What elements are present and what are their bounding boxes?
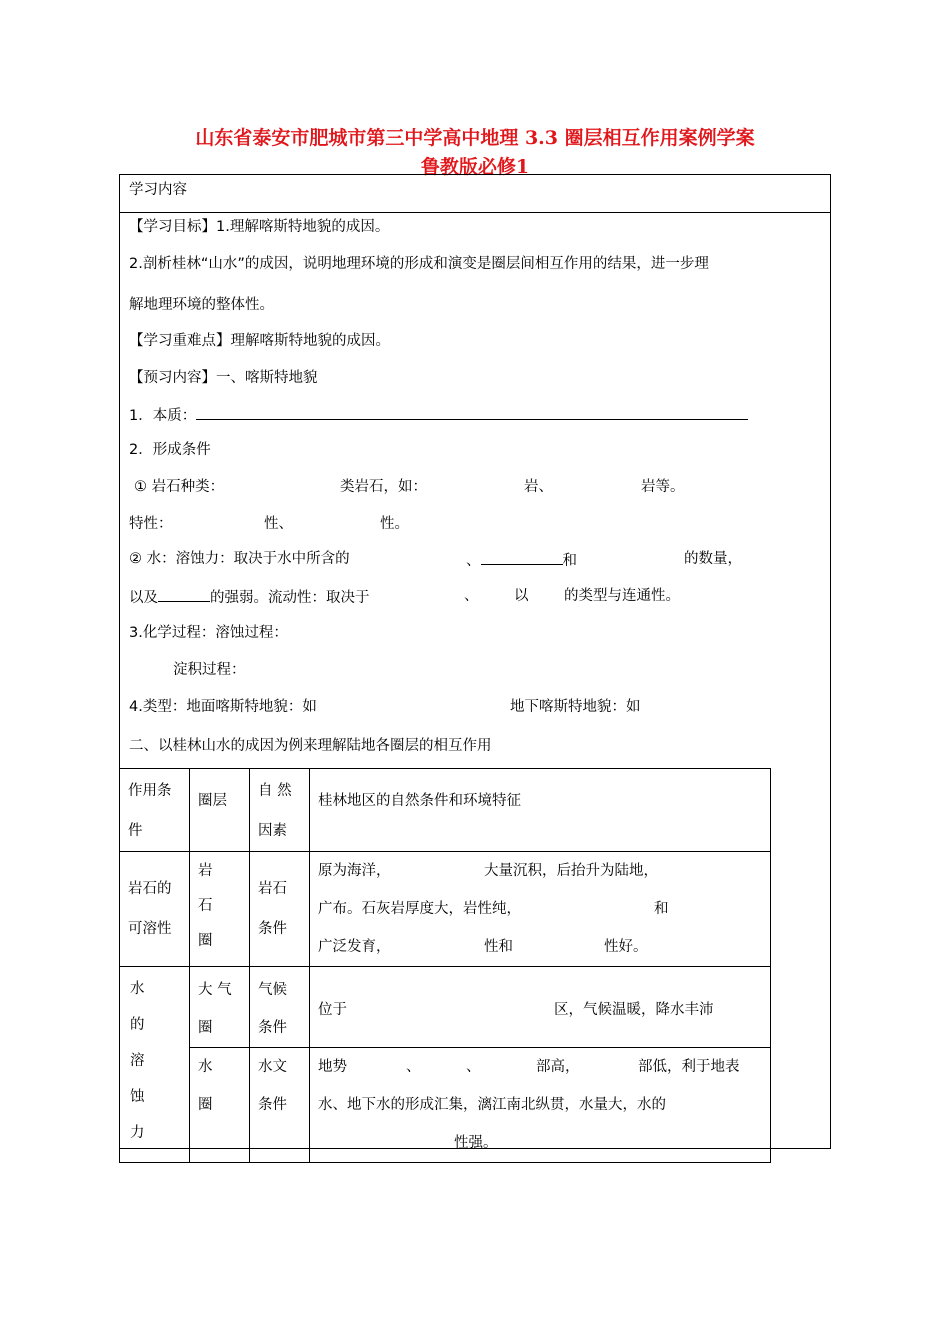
water-blank[interactable] xyxy=(481,549,563,565)
chemical-process: 3.化学过程：溶蚀过程： xyxy=(129,625,288,641)
header-features: 桂林地区的自然条件和环境特征 xyxy=(310,769,771,852)
header-sphere: 圈层 xyxy=(190,769,250,852)
essence-label: 1．本质： xyxy=(129,408,197,424)
header-condition: 作用条件 xyxy=(120,769,190,852)
learning-goal-1: 【学习目标】1.理解喀斯特地貌的成因。 xyxy=(129,219,390,235)
section-two-heading: 二、以桂林山水的成因为例来理解陆地各圈层的相互作用 xyxy=(129,738,492,754)
atmosphere-sphere: 大 气圈 xyxy=(190,967,250,1048)
water-separator: 、 xyxy=(466,553,481,569)
property-label: 特性： xyxy=(129,516,173,532)
header-cell-text: 学习内容 xyxy=(129,182,187,198)
rock-type-example-2: 岩等。 xyxy=(641,479,685,495)
strength-blank[interactable] xyxy=(158,586,210,602)
climate-factor: 气候条件 xyxy=(250,967,310,1048)
guilin-table xyxy=(119,768,771,1163)
strength-prefix: 以及 xyxy=(129,590,158,606)
types-underground: 地下喀斯特地貌：如 xyxy=(510,699,641,715)
hydrology-features: 地势 、 、 部高， 部低，利于地表 水、地下水的形成汇集，漓江南北纵贯，水量大，水的 性强。 xyxy=(310,1048,771,1163)
rock-type-label: ① 岩石种类： xyxy=(134,479,225,495)
deposition-process: 淀积过程： xyxy=(173,662,246,678)
table-header-row xyxy=(120,769,771,852)
table-row xyxy=(120,852,771,967)
water-and: 和 xyxy=(562,553,577,569)
water-condition: 水的溶蚀力 xyxy=(120,967,190,1163)
table-row xyxy=(120,1048,771,1163)
strength-line xyxy=(129,586,370,608)
flow-separator: 、 xyxy=(464,588,479,604)
hydrology-factor: 水文条件 xyxy=(250,1048,310,1163)
flow-connectivity: 的类型与连通性。 xyxy=(564,588,680,604)
preview-heading: 【预习内容】一、喀斯特地貌 xyxy=(129,370,318,386)
rock-type-class: 类岩石，如： xyxy=(340,479,427,495)
learning-goal-2a: 2.剖析桂林“山水”的成因，说明地理环境的形成和演变是圈层间相互作用的结果，进一步理 xyxy=(129,256,709,272)
document-title-line1: 山东省泰安市肥城市第三中学高中地理 3.3 圈层相互作用案例学案 xyxy=(195,127,755,149)
rock-features: 原为海洋， 大量沉积，后抬升为陆地， 广布。石灰岩厚度大，岩性纯， 和 广泛发育， 性和 性好。 xyxy=(310,852,771,967)
document-title-line2: 鲁教版必修1 xyxy=(420,156,530,178)
rock-factor: 岩石条件 xyxy=(250,852,310,967)
water-dissolution: ② 水：溶蚀力：取决于水中所含的 xyxy=(129,551,350,567)
header-divider xyxy=(119,212,831,213)
strength-text: 的强弱。流动性：取决于 xyxy=(210,590,370,606)
flow-and: 以 xyxy=(514,588,529,604)
rock-type-example-1: 岩、 xyxy=(524,479,553,495)
essence-blank[interactable] xyxy=(196,404,748,420)
key-points: 【学习重难点】理解喀斯特地貌的成因。 xyxy=(129,333,390,349)
essence-line xyxy=(129,404,748,426)
water-quantity: 的数量， xyxy=(684,551,742,567)
rock-sphere: 岩石圈 xyxy=(190,852,250,967)
hydrosphere-sphere: 水圈 xyxy=(190,1048,250,1163)
types-surface: 4.类型：地面喀斯特地貌：如 xyxy=(129,699,317,715)
property-1: 性、 xyxy=(264,516,293,532)
property-2: 性。 xyxy=(380,516,409,532)
header-factor: 自 然因素 xyxy=(250,769,310,852)
climate-features: 位于 区，气候温暖，降水丰沛 xyxy=(310,967,771,1048)
learning-goal-2b: 解地理环境的整体性。 xyxy=(129,297,274,313)
water-blank-line xyxy=(466,549,577,571)
table-row xyxy=(120,967,771,1048)
rock-condition: 岩石的可溶性 xyxy=(120,852,190,967)
conditions-heading: 2．形成条件 xyxy=(129,442,211,458)
